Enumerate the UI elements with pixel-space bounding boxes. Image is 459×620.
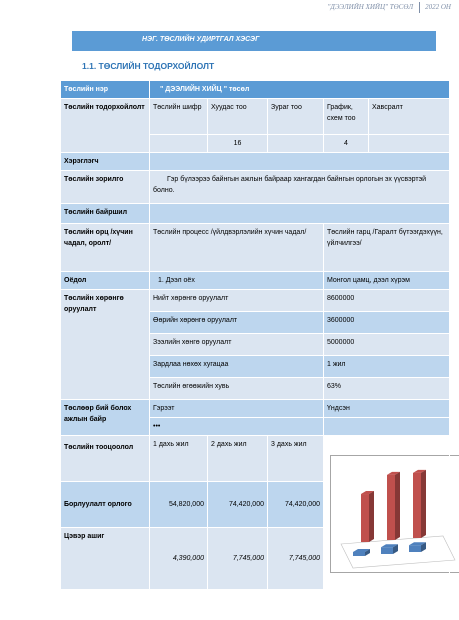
page-header	[321, 0, 459, 14]
header-year: 2022 ОН	[425, 3, 451, 11]
bar-series2	[353, 552, 365, 556]
revenue-label: Борлуулалт орлого	[61, 482, 150, 528]
io-output: Төслийн гарц /Гаралт бүтээгдэхүүн, үйлчилгээ/	[324, 224, 450, 272]
name-label: Төслийн нэр	[61, 81, 150, 99]
year-2: 2 дахь жил	[208, 436, 268, 482]
location-value	[150, 204, 450, 224]
scope-market: Монгол цамц, дээл хүрэм	[324, 272, 450, 290]
user-row	[61, 153, 450, 171]
project-table	[60, 80, 450, 590]
def-val-attachments	[369, 135, 450, 153]
calc-row	[61, 436, 450, 482]
chapter-banner: НЭГ. ТӨСЛИЙН УДИРТГАЛ ХЭСЭГ	[72, 31, 436, 51]
goal-row	[61, 171, 450, 204]
def-val-pages: 16	[208, 135, 268, 153]
scope-item: 1. Дээл оёх	[150, 272, 324, 290]
revenue-year-3: 74,420,000	[268, 482, 324, 528]
bar-series1-side	[421, 470, 426, 538]
profit-year-3: 7,745,000	[268, 528, 324, 590]
definition-label: Төслийн тодорхойлолт	[61, 99, 150, 153]
def-val-cipher	[150, 135, 208, 153]
year-3: 3 дахь жил	[268, 436, 324, 482]
bar-series1-side	[369, 491, 374, 542]
def-head-pages: Хуудас тоо	[208, 99, 268, 135]
funding-item-value: 5000000	[324, 334, 450, 356]
def-head-attachments: Хавсралт	[369, 99, 450, 135]
bar-series2	[381, 547, 393, 554]
location-row	[61, 204, 450, 224]
jobs-more: •••	[150, 418, 324, 436]
user-value	[150, 153, 450, 171]
jobs-row	[61, 400, 450, 418]
user-label: Хэрэглэгч	[61, 153, 150, 171]
funding-item-value: 63%	[324, 378, 450, 400]
funding-label: Төслийн хөрөнгө оруулалт	[61, 290, 150, 400]
io-row	[61, 224, 450, 272]
funding-row	[61, 290, 450, 312]
funding-item-value: 3600000	[324, 312, 450, 334]
name-value: " ДЭЭЛИЙН ХИЙЦ " төсөл	[150, 81, 450, 99]
chart-frame	[330, 455, 459, 573]
chart-cell	[324, 436, 450, 590]
jobs-permanent: Үндсэн	[324, 400, 450, 418]
bar-series2	[409, 545, 421, 552]
funding-item-label: Зардлаа нөхөх хугацаа	[150, 356, 324, 378]
year-1: 1 дахь жил	[150, 436, 208, 482]
revenue-profit-chart	[331, 456, 459, 572]
def-head-charts: График, схем тоо	[324, 99, 369, 135]
funding-item-label: Нийт хөрөнгө оруулалт	[150, 290, 324, 312]
profit-year-1: 4,390,000	[150, 528, 208, 590]
header-project-title: "ДЭЭЛИЙН ХИЙЦ" ТӨСӨЛ	[327, 3, 414, 11]
def-val-images	[268, 135, 324, 153]
funding-item-label: Төслийн өгөөжийн хувь	[150, 378, 324, 400]
definition-header-row	[61, 99, 450, 135]
bar-series1-side	[395, 472, 400, 540]
bar-series1	[387, 475, 395, 540]
bar-series1	[361, 494, 369, 542]
profit-year-2: 7,745,000	[208, 528, 268, 590]
goal-label: Төслийн зорилго	[61, 171, 150, 204]
jobs-more-blank	[324, 418, 450, 436]
profit-label: Цэвэр ашиг	[61, 528, 150, 590]
scope-label: Оёдол	[61, 272, 150, 290]
funding-item-value: 1 жил	[324, 356, 450, 378]
jobs-contract: Гэрээт	[150, 400, 324, 418]
revenue-year-2: 74,420,000	[208, 482, 268, 528]
calc-label: Төслийн тооцоолол	[61, 436, 150, 482]
jobs-label: Төслөөр бий болох ажлын байр	[61, 400, 150, 436]
io-label: Төслийн орц /хүчин чадал, оролт/	[61, 224, 150, 272]
scope-row	[61, 272, 450, 290]
section-title: 1.1. ТӨСЛИЙН ТОДОРХОЙЛОЛТ	[82, 61, 215, 71]
funding-item-label: Өөрийн хөрөнгө оруулалт	[150, 312, 324, 334]
def-head-images: Зураг тоо	[268, 99, 324, 135]
name-row	[61, 81, 450, 99]
bar-series1	[413, 473, 421, 538]
location-label: Төслийн байршил	[61, 204, 150, 224]
funding-item-label: Зээлийн хөнгө оруулалт	[150, 334, 324, 356]
funding-item-value: 8600000	[324, 290, 450, 312]
def-head-cipher: Төслийн шифр	[150, 99, 208, 135]
goal-text: Гэр бүлээрээ байнгын ажлын байраар хангагдан байнгын орлогын эх үүсвэртэй болно.	[150, 171, 450, 204]
io-process: Төслийн процесс /үйлдвэрлэлийн хүчин чадал/	[150, 224, 324, 272]
revenue-year-1: 54,820,000	[150, 482, 208, 528]
def-val-charts: 4	[324, 135, 369, 153]
